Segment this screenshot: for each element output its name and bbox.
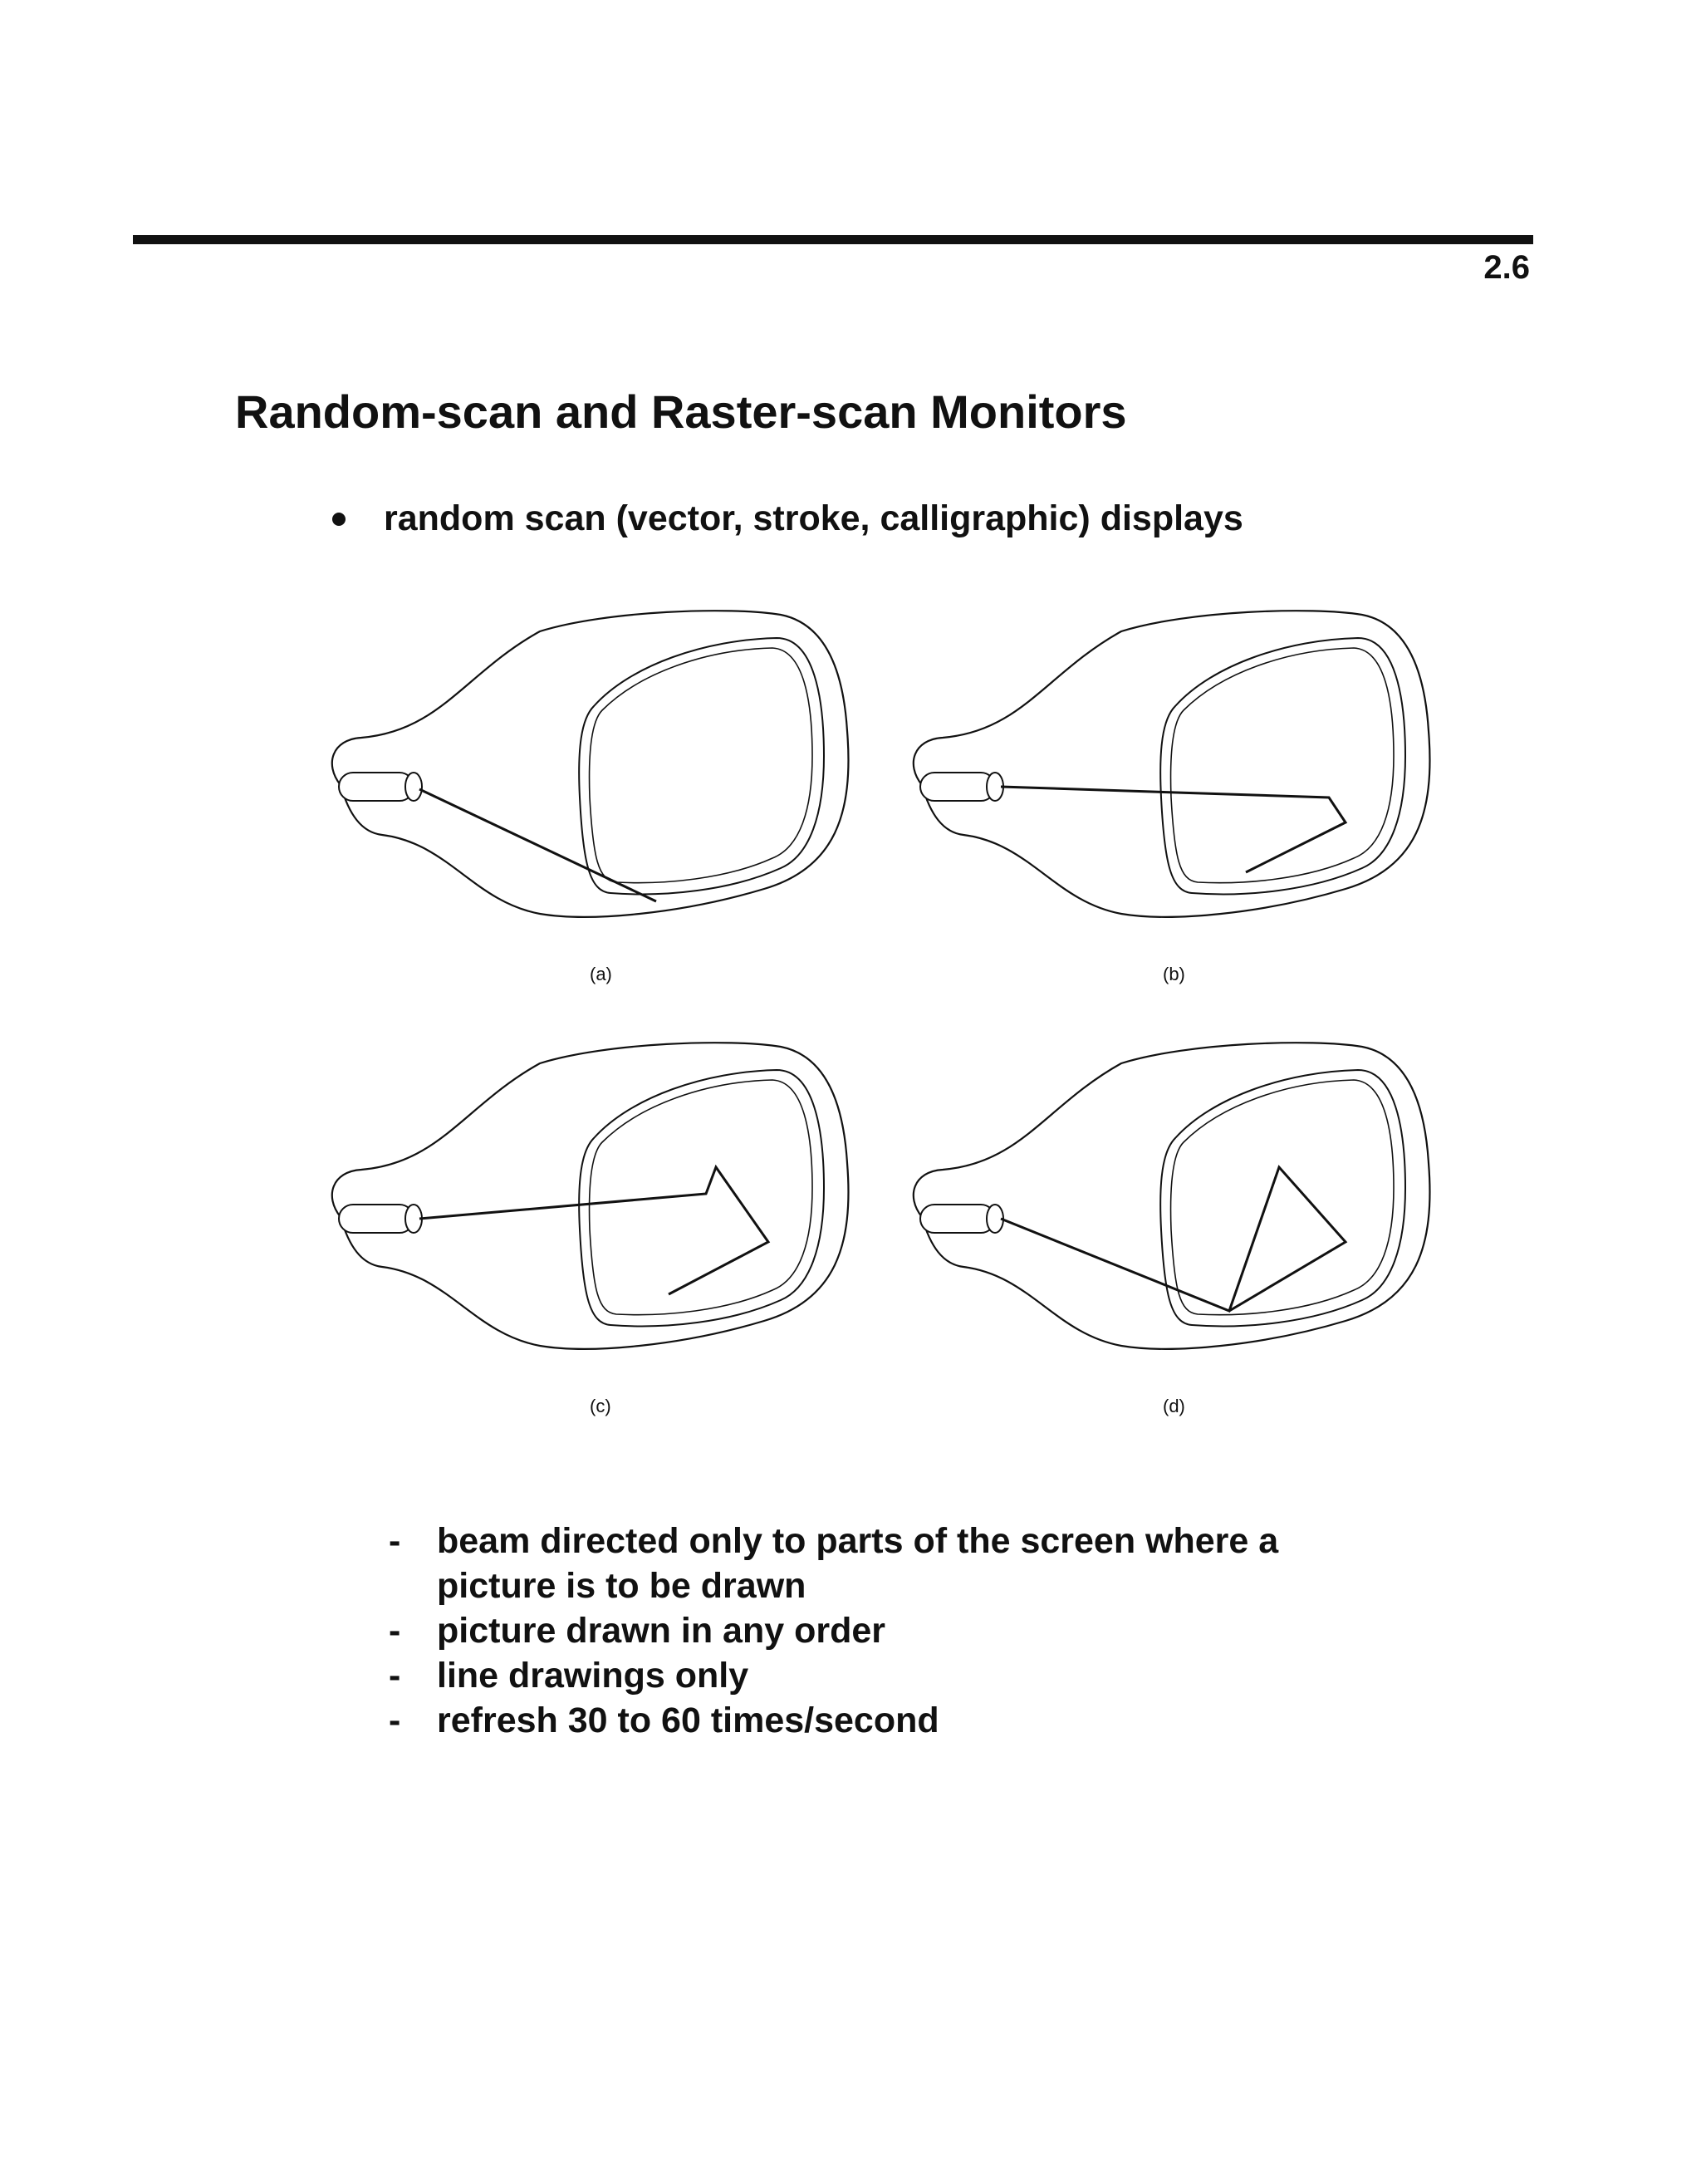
list-dash: - [389, 1656, 401, 1696]
crt-panel-a [332, 611, 849, 917]
page-title: Random-scan and Raster-scan Monitors [235, 385, 1127, 438]
beam-path-d [1001, 1167, 1346, 1311]
feature-list [389, 1519, 1385, 1743]
list-dash: - [389, 1521, 401, 1561]
list-item [389, 1519, 1385, 1608]
crt-label-a: (a) [590, 964, 612, 984]
main-bullet [332, 498, 1243, 539]
main-bullet-text: random scan (vector, stroke, calligraphic) displays [384, 498, 1243, 538]
list-item [389, 1653, 1385, 1698]
crt-panel-b [914, 611, 1430, 917]
crt-figure-svg [316, 598, 1445, 1429]
list-item-text: refresh 30 to 60 times/second [437, 1701, 939, 1740]
list-item-text: line drawings only [437, 1656, 749, 1696]
list-item-text: picture drawn in any order [437, 1611, 885, 1651]
list-item [389, 1698, 1385, 1743]
list-item [389, 1608, 1385, 1653]
page-number: 2.6 [1483, 249, 1530, 286]
list-item-text: beam directed only to parts of the screen where a picture is to be drawn [437, 1521, 1279, 1606]
crt-label-b: (b) [1163, 964, 1185, 984]
list-dash: - [389, 1611, 401, 1651]
crt-label-c: (c) [590, 1396, 611, 1416]
crt-figure [316, 598, 1445, 1429]
crt-label-d: (d) [1163, 1396, 1185, 1416]
crt-panel-c [332, 1043, 849, 1349]
bullet-dot [332, 513, 346, 526]
crt-panel-d [914, 1043, 1430, 1349]
beam-path-a [419, 789, 656, 901]
list-dash: - [389, 1701, 401, 1740]
top-rule [133, 235, 1533, 244]
